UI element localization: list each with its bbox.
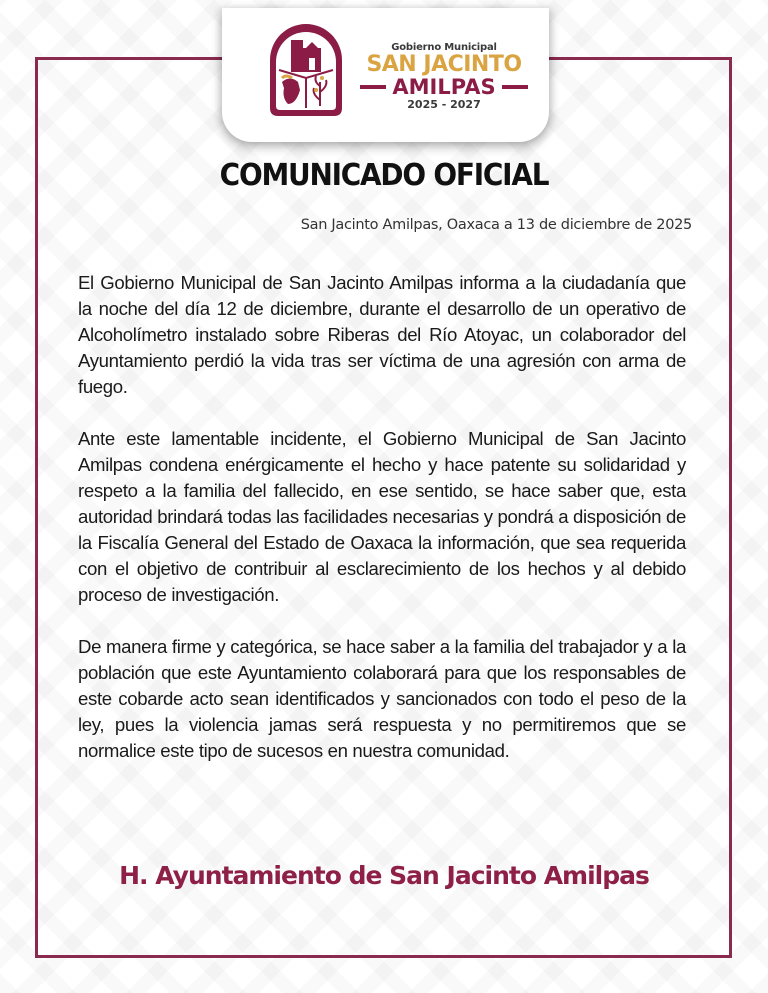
document-body	[78, 270, 686, 790]
paragraph-1: El Gobierno Municipal de San Jacinto Amilpas informa a la ciudadanía que la noche del día 12 de diciembre, durante el desarrollo de un operativo de Alcoholímetro instalado sobre Riberas del Río Atoyac, un colaborador del Ayuntamiento perdió la vida tras ser víctima de una agresión con arma de fuego.	[78, 272, 686, 397]
document-signature: H. Ayuntamiento de San Jacinto Amilpas	[119, 861, 649, 890]
document-date-line: San Jacinto Amilpas, Oaxaca a 13 de diciembre de 2025	[300, 217, 692, 233]
municipal-coat-of-arms-icon	[266, 20, 346, 122]
logo-town-name-primary: SAN JACINTO	[366, 52, 522, 77]
logo-dash-right	[502, 85, 528, 89]
logo-government-label: Gobierno Municipal	[391, 42, 497, 53]
logo-town-name-secondary: AMILPAS	[392, 75, 496, 99]
paragraph-3: De manera firme y categórica, se hace saber a la familia del trabajador y a la población que este Ayuntamiento colaborará para que los responsables de este cobarde acto sean identificados y sancionados con todo el peso de la ley, pues la violencia jamas será respuesta y no permitiremos que se normalice este tipo de sucesos en nuestra comunidad.	[78, 636, 686, 761]
paragraph-2: Ante este lamentable incidente, el Gobierno Municipal de San Jacinto Amilpas condena enérgicamente el hecho y hace patente su solidaridad y respeto a la familia del fallecido, en ese sentido, se hace saber que, esta autoridad brindará todas las facilidades necesarias y pondrá a disposición de la Fiscalía General del Estado de Oaxaca la información, que sea requerida con el objetivo de contribuir al esclarecimiento de los hechos y al debido proceso de investigación.	[78, 428, 686, 605]
logo-dash-left	[360, 85, 386, 89]
logo-header-card	[222, 8, 549, 142]
document-title: COMUNICADO OFICIAL	[219, 158, 549, 193]
logo-town-name-row	[354, 76, 534, 98]
logo-wordmark	[354, 42, 534, 112]
logo-term-years: 2025 - 2027	[407, 98, 481, 111]
